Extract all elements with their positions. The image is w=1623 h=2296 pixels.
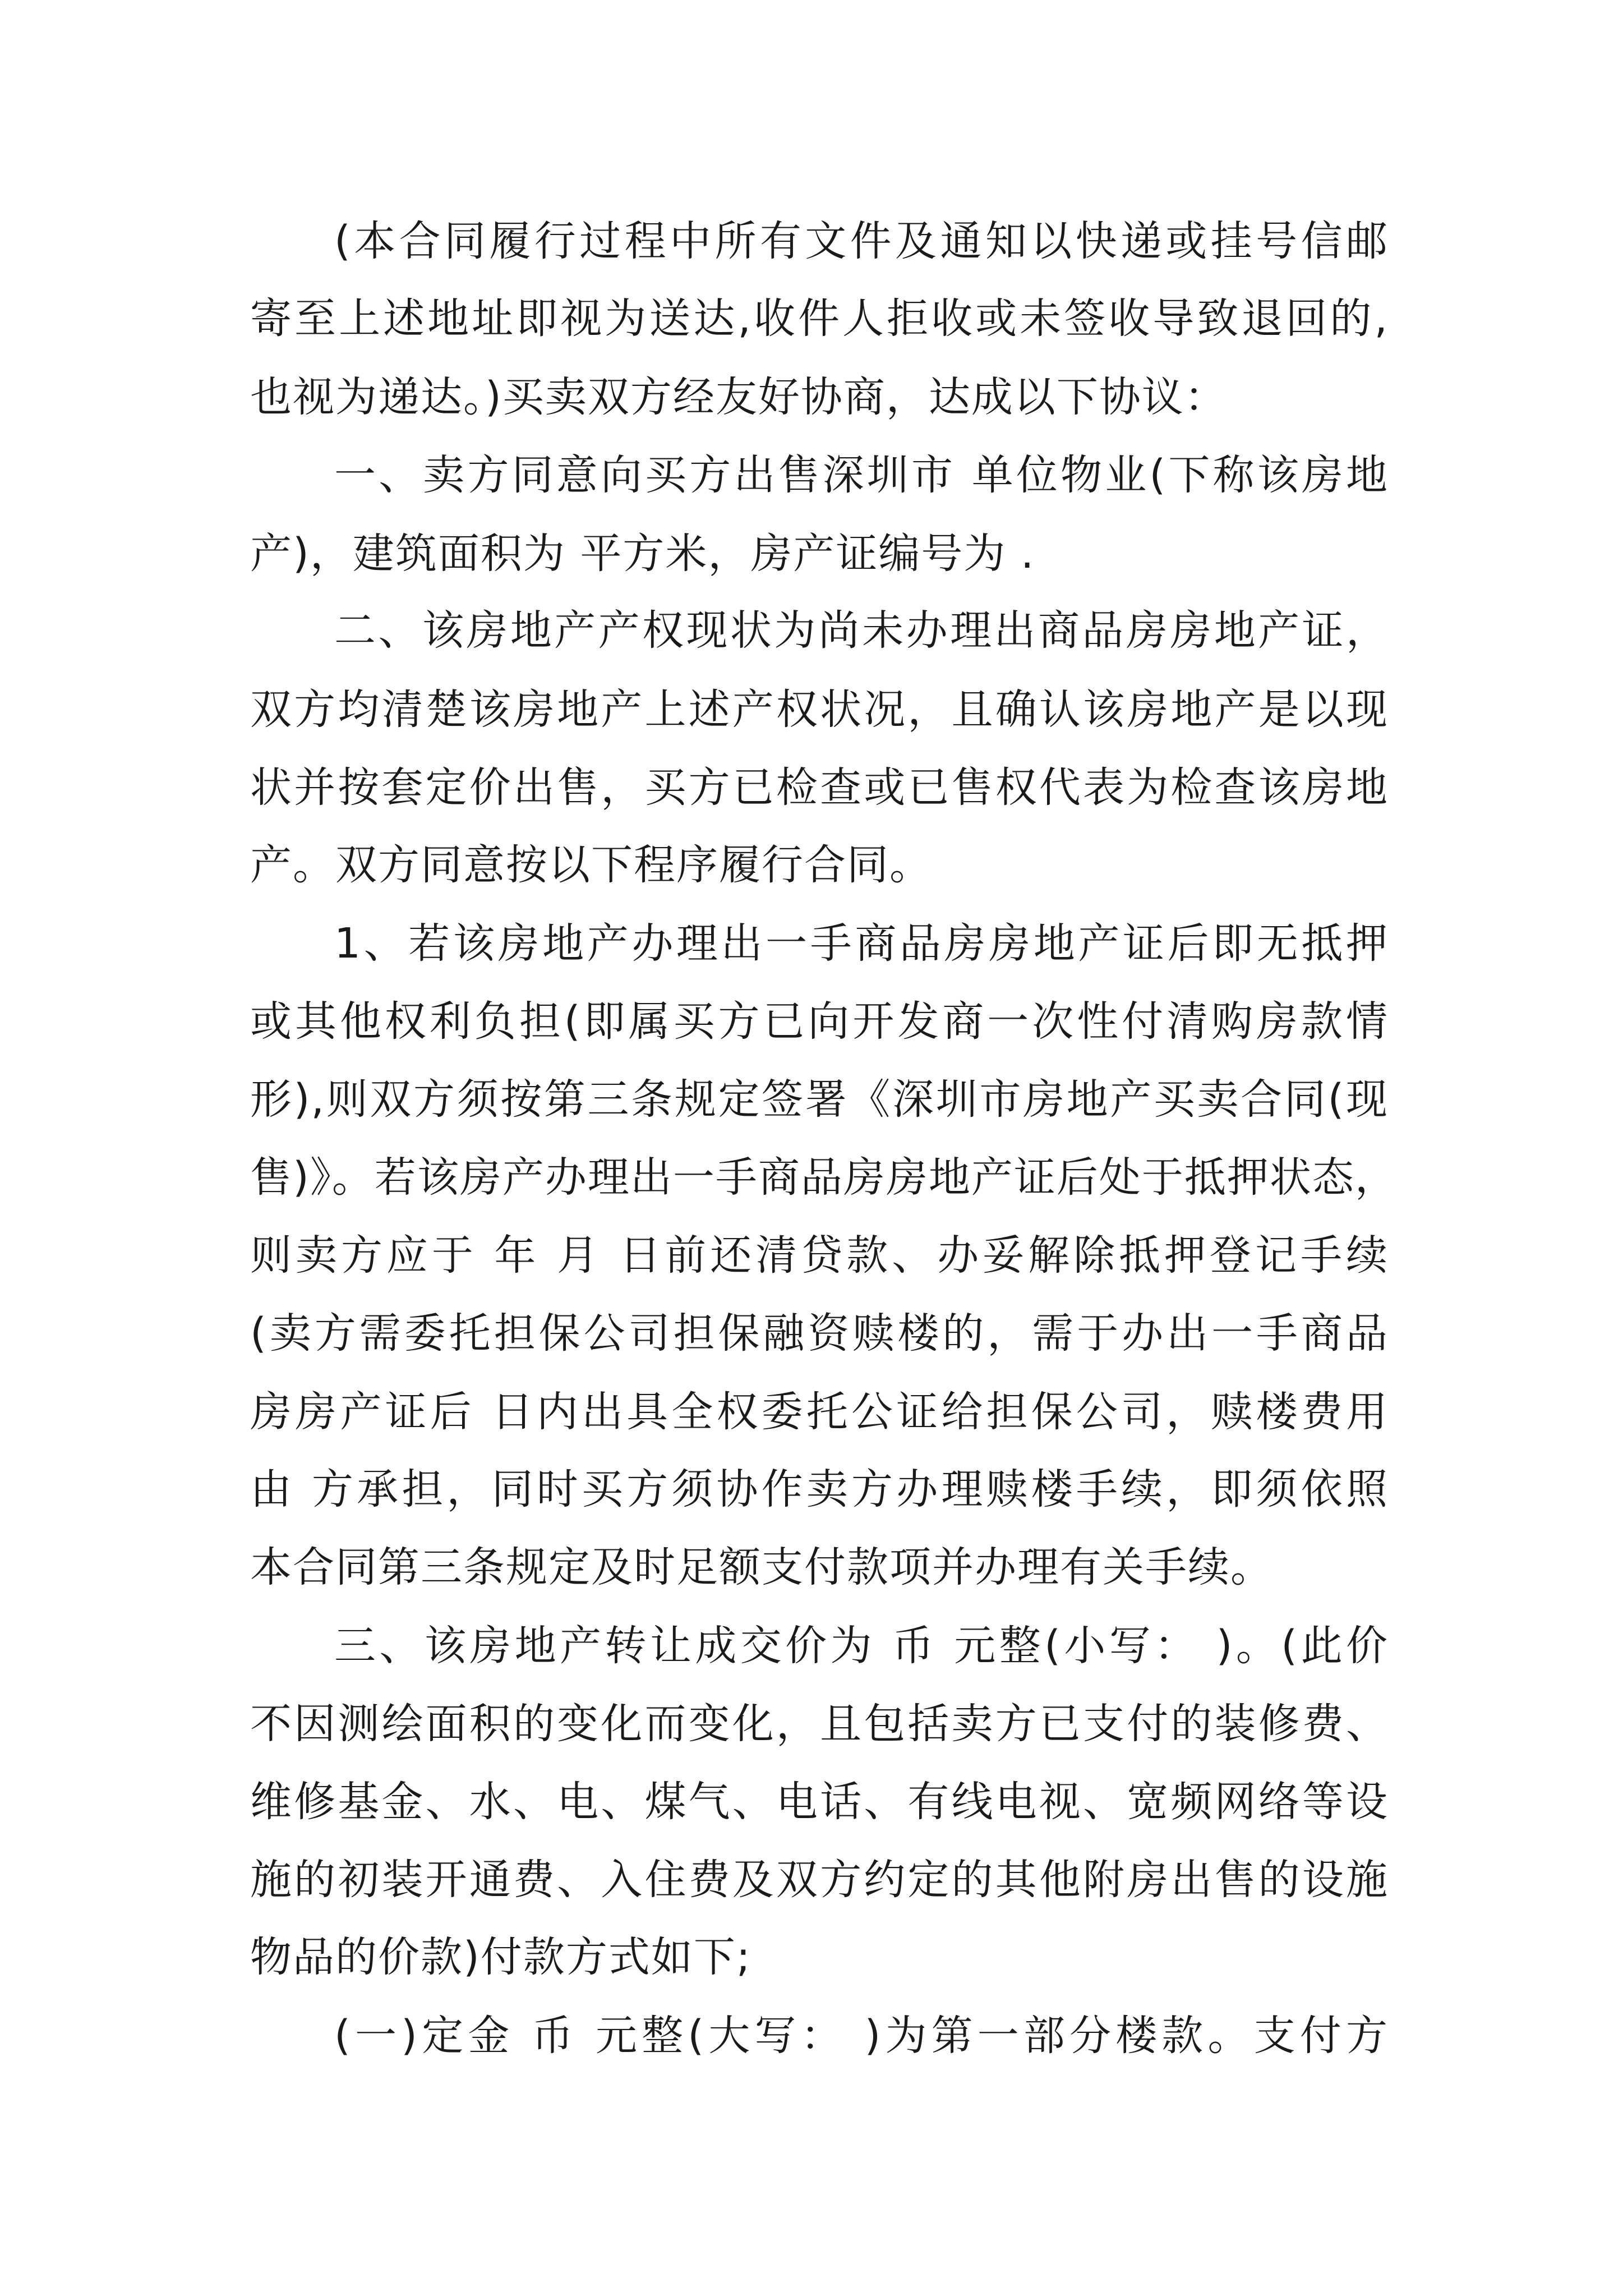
paragraph-line: 1、若该房地产办理出一手商品房房地产证后即无抵押 <box>334 919 1389 968</box>
paragraph-line: 一、卖方同意向买方出售深圳市 单位物业(下称该房地 <box>334 451 1389 499</box>
paragraph-line: 则卖方应于 年 月 日前还清贷款、办妥解除抵押登记手续 <box>250 1231 1389 1280</box>
paragraph-line: (本合同履行过程中所有文件及通知以快递或挂号信邮 <box>334 217 1389 265</box>
paragraph-line: 产。双方同意按以下程序履行合同。 <box>250 841 932 889</box>
paragraph-line: 售)》。若该房产办理出一手商品房房地产证后处于抵押状态， <box>250 1153 1398 1202</box>
paragraph-line: 由 方承担，同时买方须协作卖方办理赎楼手续，即须依照 <box>250 1465 1389 1513</box>
paragraph-line: 产)，建筑面积为 平方米，房产证编号为 . <box>250 530 1035 578</box>
paragraph-line: 施的初装开通费、入住费及双方约定的其他附房出售的设施 <box>250 1856 1389 1904</box>
paragraph-line: 形),则双方须按第三条规定签署《深圳市房地产买卖合同(现 <box>250 1075 1389 1124</box>
paragraph-line: 或其他权利负担(即属买方已向开发商一次性付清购房款情 <box>250 997 1389 1046</box>
paragraph-line: 不因测绘面积的变化而变化，且包括卖方已支付的装修费、 <box>250 1700 1389 1748</box>
paragraph-line: 状并按套定价出售，买方已检查或已售权代表为检查该房地 <box>250 763 1389 812</box>
paragraph-line: 房房产证后 日内出具全权委托公证给担保公司，赎楼费用 <box>250 1388 1389 1436</box>
paragraph-line: 也视为递达。)买卖双方经友好协商，达成以下协议： <box>250 373 1227 421</box>
paragraph-line: 本合同第三条规定及时足额支付款项并办理有关手续。 <box>250 1543 1273 1591</box>
paragraph-line: (一)定金 币 元整(大写： )为第一部分楼款。支付方 <box>334 2012 1389 2060</box>
paragraph-line: (卖方需委托担保公司担保融资赎楼的，需于办出一手商品 <box>250 1309 1389 1358</box>
paragraph-line: 双方均清楚该房地产上述产权状况，且确认该房地产是以现 <box>250 685 1389 734</box>
paragraph-line: 维修基金、水、电、煤气、电话、有线电视、宽频网络等设 <box>250 1778 1389 1826</box>
paragraph-line: 二、该房地产产权现状为尚未办理出商品房房地产证， <box>334 606 1389 655</box>
paragraph-line: 三、该房地产转让成交价为 币 元整(小写： )。(此价 <box>334 1622 1389 1670</box>
paragraph-line: 寄至上述地址即视为送达,收件人拒收或未签收导致退回的, <box>250 295 1389 343</box>
paragraph-line: 物品的价款)付款方式如下; <box>250 1933 751 1981</box>
